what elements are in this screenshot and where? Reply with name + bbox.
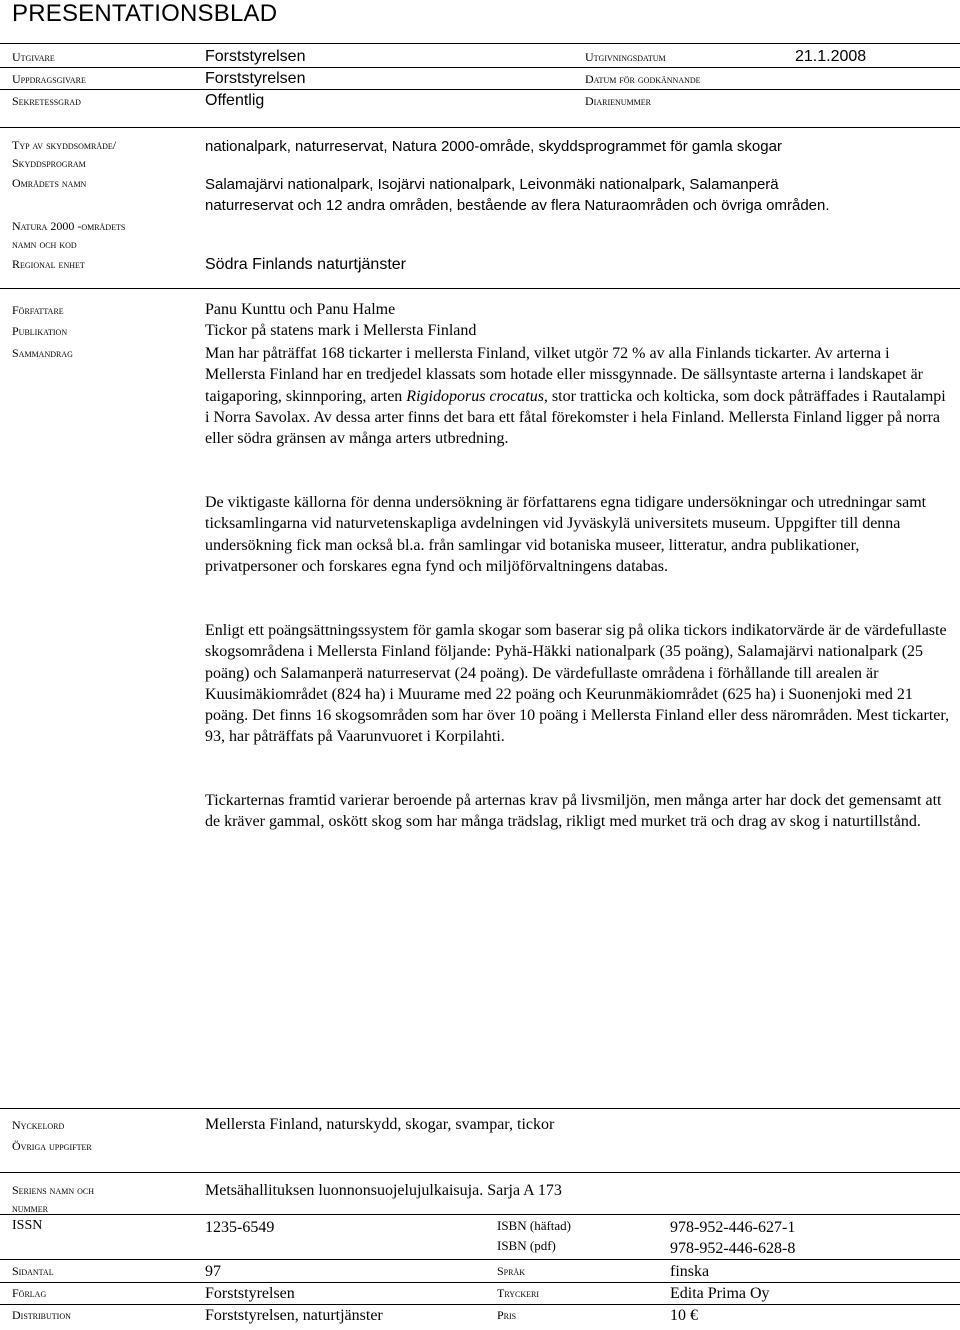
typ-label: Typ av skyddsområde/ [12,138,117,152]
issn-value: 1235-6549 [205,1219,275,1236]
pris-value: 10 € [670,1307,698,1324]
diarienummer-label: Diarienummer [585,94,651,108]
omrade-label: Områdets namn [12,176,87,190]
utgivningsdatum-label: Utgivningsdatum [585,50,666,64]
sammandrag-label: Sammandrag [12,346,73,360]
serie-label-2: nummer [12,1201,49,1215]
summary-paragraph-3: Enligt ett poängsättningssystem för gamla skogar som baserar sig på olika tickors indikatorvärde är de värdefullaste skogsområdena i Mellersta Finland följande: Pyhä-Häkki nationalpark (35 poäng), Salamajärvi nationalpark (25 poäng) och Salamanperä naturreservat (24 poäng). De värdefullaste områdena i förhållande till arealen är Kuusimäkiområdet (824 ha) i Muurame med 22 poäng och Keurunmäkiområdet (625 ha) i Suonenjoki med 21 poäng. Det finns 16 skogsområden som har över 10 poäng i Mellersta Finland eller dess närområden. Mest tickarter, 93, har påträffats på Vaarunvuoret i Korpilahti. [205,622,950,746]
uppdragsgivare-value: Forststyrelsen [205,70,306,87]
utgivare-label: Utgivare [12,50,55,64]
divider [0,67,960,68]
divider [0,43,960,44]
omrade-value-1: Salamajärvi nationalpark, Isojärvi nationalpark, Leivonmäki nationalpark, Salamanperä [205,176,779,193]
isbn-pdf-label: ISBN (pdf) [497,1238,556,1253]
serie-value: Metsähallituksen luonnonsuojelujulkaisuja. Sarja A 173 [205,1182,562,1199]
summary-paragraph-4: Tickarternas framtid varierar beroende på arternas krav på livsmiljön, men många arter har dock det gemensamt att de kräver gammal, oskött skog som har många trädslag, rikligt med murket trä och drag av skog i naturtillstånd. [205,792,942,831]
omrade-value-2: naturreservat och 12 andra områden, bestående av flera Naturaområden och övriga områden. [205,197,830,214]
utgivare-value: Forststyrelsen [205,48,306,65]
summary-p1-end: , stor tratticka och kolticka, som dock påträffades i Rautalampi i Norra Savolax. Av dessa arter finns det bara ett fåtal förekomster i hela Finland. Mellersta Finland ligger på norra eller södra gränsen av många arters utbredning. [205,387,946,448]
serie-label: Seriens namn och [12,1183,95,1197]
datum-godkannande-label: Datum för godkännande [585,72,701,86]
divider [0,127,960,128]
divider [0,1304,960,1305]
typ-label-2: Skyddsprogram [12,156,86,170]
sekretessgrad-value: Offentlig [205,92,265,109]
divider [0,288,960,289]
typ-value: nationalpark, naturreservat, Natura 2000-område, skyddsprogrammet för gamla skogar [205,138,782,155]
forlag-value: Forststyrelsen [205,1285,295,1302]
summary-p1-start: Man har påträffat 168 tickarter i mellersta Finland, vilket utgör 72 % av alla Finlands tickarter. Av arterna i Mellersta Finland har en tredjedel klassats som hotade eller missgynnade. De sällsyntaste arterna i landskapet är taigaporing, skinnporing, arten [205,345,923,405]
regional-value: Södra Finlands naturtjänster [205,256,406,273]
ovriga-label: Övriga uppgifter [12,1139,92,1153]
divider [0,1214,960,1215]
pris-label: Pris [497,1308,517,1322]
divider [0,1282,960,1283]
publikation-value: Tickor på statens mark i Mellersta Finland [205,322,477,339]
forfattare-label: Författare [12,303,64,317]
isbn-haftad-label: ISBN (häftad) [497,1218,572,1233]
distribution-label: Distribution [12,1308,71,1322]
isbn-haftad-value: 978-952-446-627-1 [670,1219,796,1236]
nyckelord-value: Mellersta Finland, naturskydd, skogar, svampar, tickor [205,1116,555,1133]
summary-paragraph-1 [205,343,950,449]
divider [0,89,960,90]
divider [0,1172,960,1173]
sidantal-label: Sidantal [12,1264,54,1278]
divider [0,1108,960,1109]
divider [0,1259,960,1260]
regional-label: Regional enhet [12,257,85,271]
species-name: Rigidoporus crocatus [406,387,544,405]
sidantal-value: 97 [205,1263,221,1280]
forfattare-value: Panu Kunttu och Panu Halme [205,301,396,318]
forlag-label: Förlag [12,1286,47,1300]
natura-label-2: namn och kod [12,237,77,251]
sprak-value: finska [670,1263,710,1280]
publikation-label: Publikation [12,324,68,338]
summary-paragraph-2: De viktigaste källorna för denna undersökning är författarens egna tidigare undersökningar och utredningar samt ticksamlingarna vid naturvetenskapliga avdelningen vid Jyväskylä universitets museum. Uppgifter till denna undersökning fick man också bl.a. från samlingar vid botaniska museer, litteratur, andra publikationer, privatpersoner och forskares egna fynd och miljöförvaltningens databas. [205,494,927,575]
utgivningsdatum-value: 21.1.2008 [795,48,867,65]
page-title: PRESENTATIONSBLAD [12,0,278,27]
natura-label: Natura 2000 -områdets [12,219,126,233]
issn-label: ISSN [12,1218,43,1233]
tryckeri-value: Edita Prima Oy [670,1285,770,1302]
sekretessgrad-label: Sekretessgrad [12,94,81,108]
uppdragsgivare-label: Uppdragsgivare [12,72,86,86]
tryckeri-label: Tryckeri [497,1286,540,1300]
sprak-label: Språk [497,1264,526,1278]
distribution-value: Forststyrelsen, naturtjänster [205,1307,383,1324]
isbn-pdf-value: 978-952-446-628-8 [670,1240,796,1257]
nyckelord-label: Nyckelord [12,1118,65,1132]
